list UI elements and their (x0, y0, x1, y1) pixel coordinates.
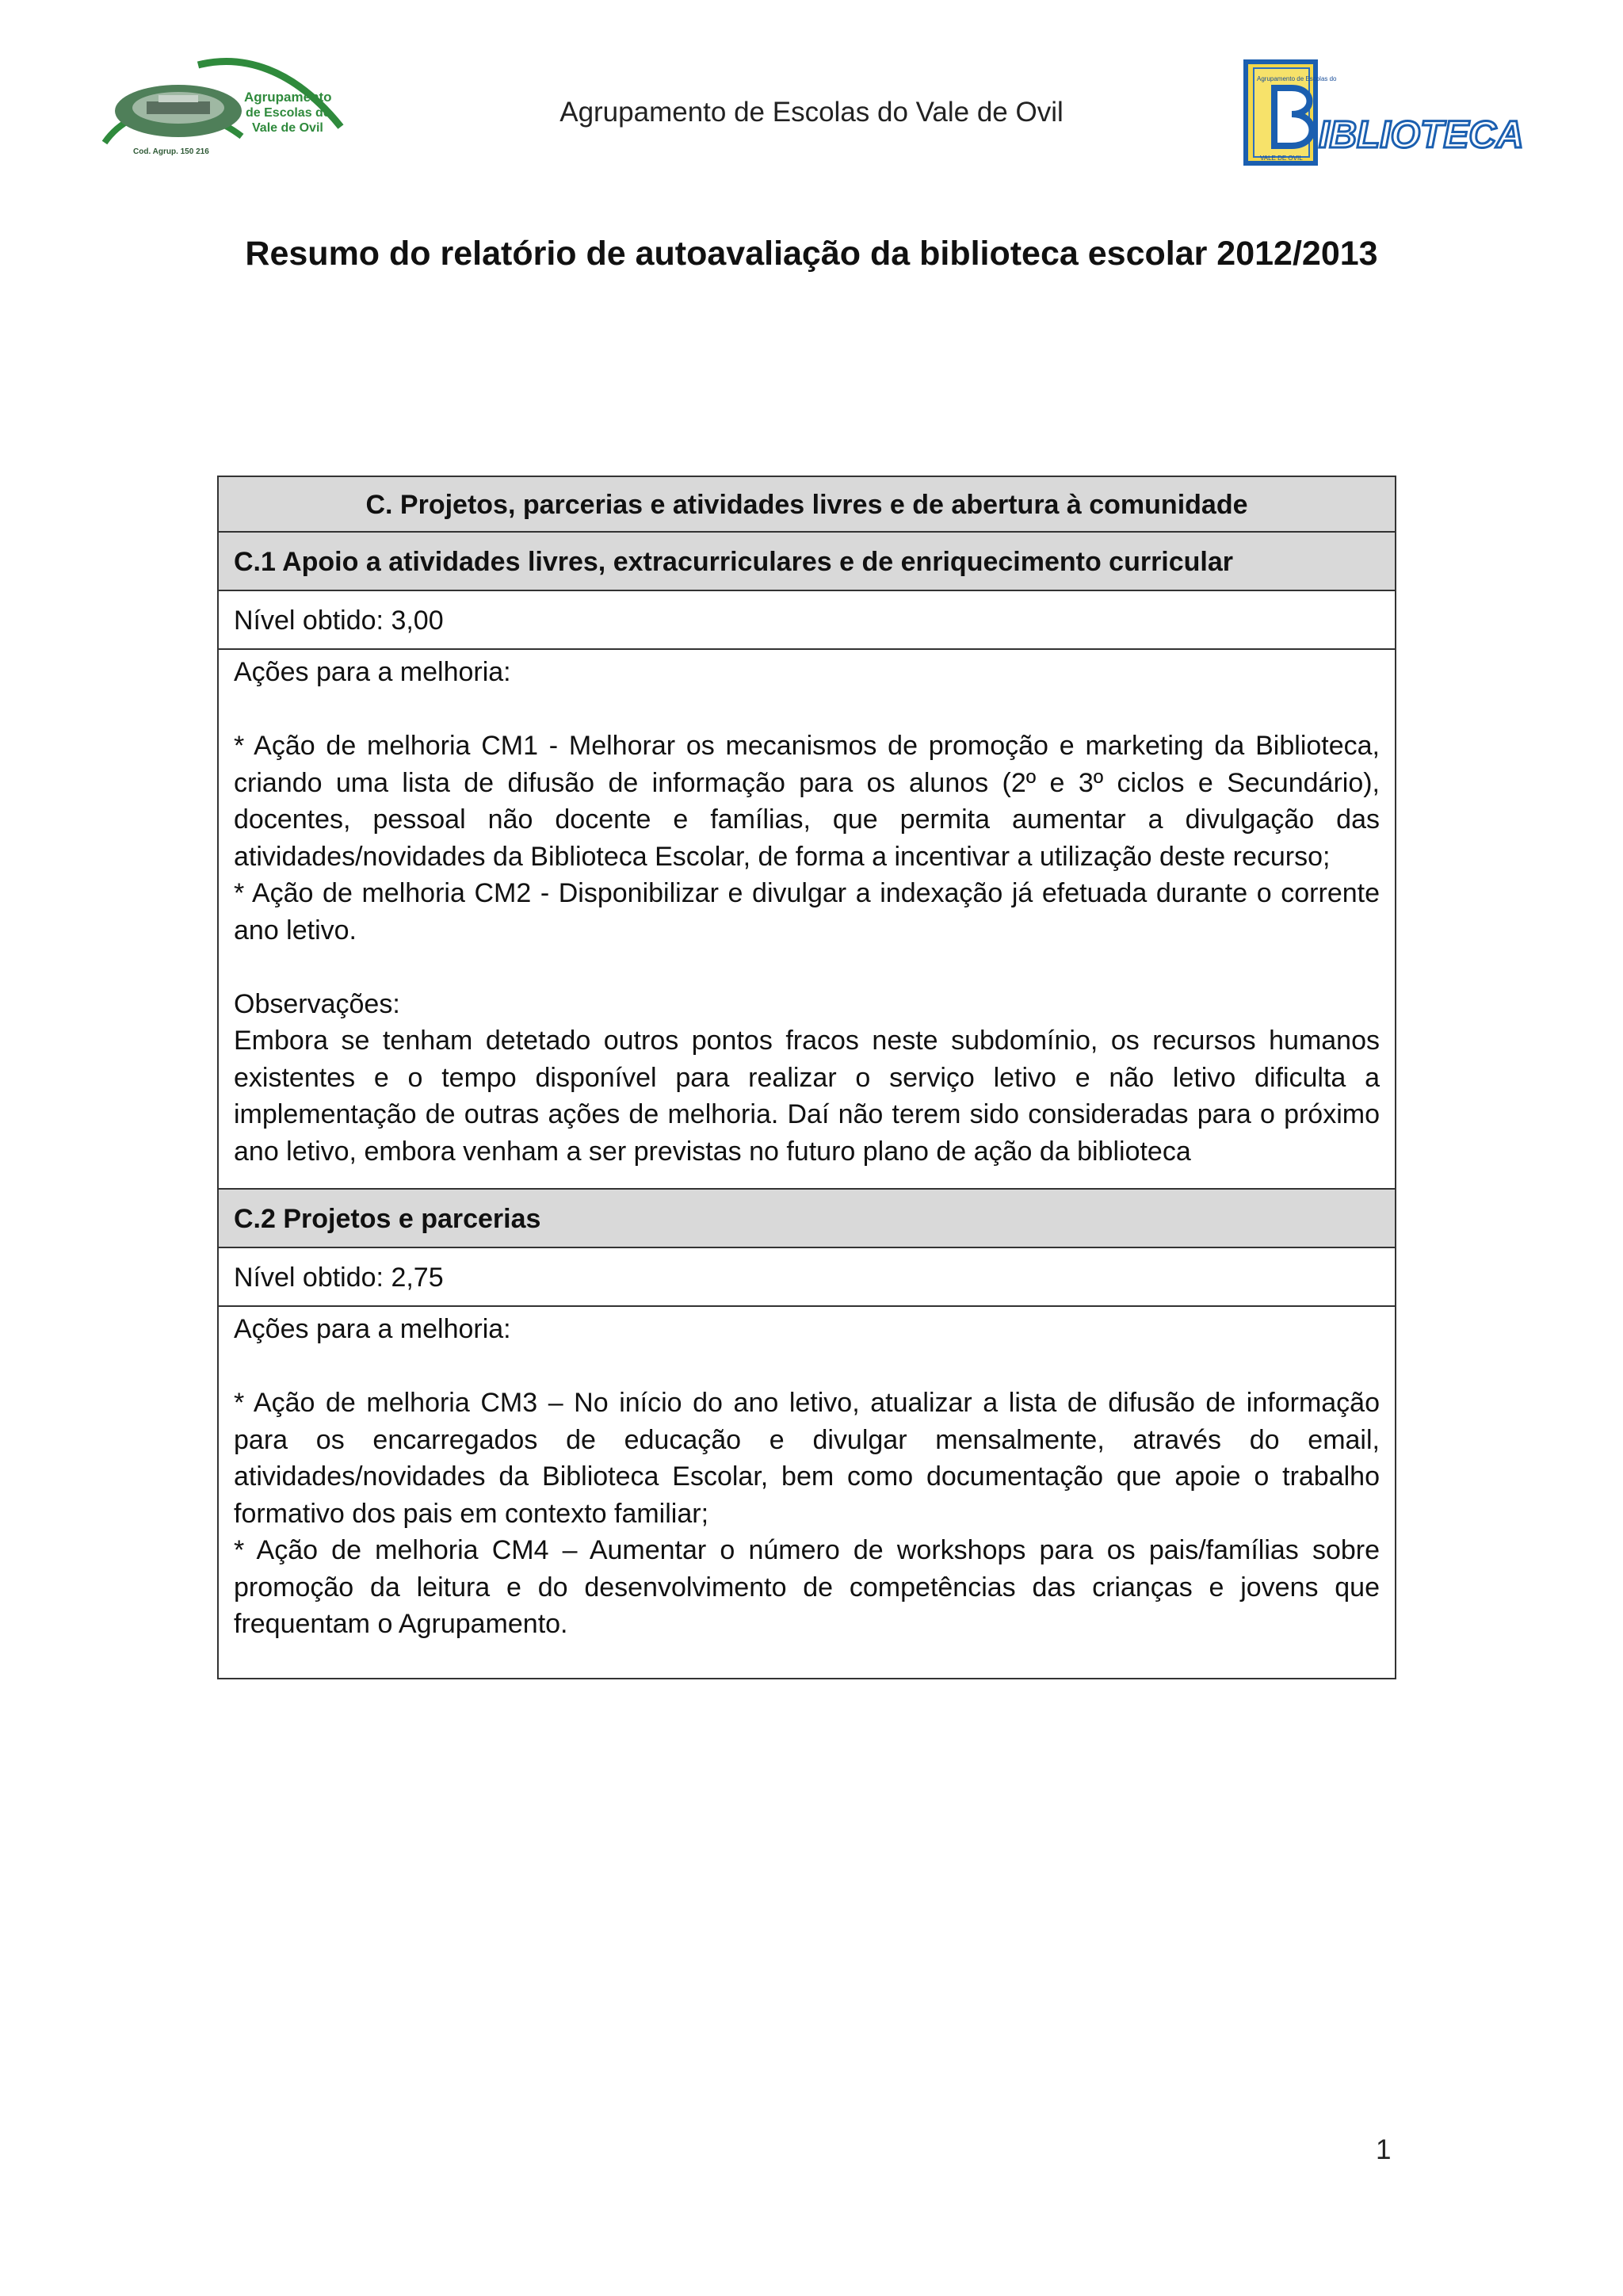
school-logo-line3: Vale de Ovil (252, 121, 323, 135)
school-logo-line1: Agrupamento (244, 90, 332, 105)
document-title: Resumo do relatório de autoavaliação da biblioteca escolar 2012/2013 (245, 235, 1378, 273)
evaluation-table (217, 476, 1396, 1679)
section-c-title: C. Projetos, parcerias e atividades livres e de abertura à comunidade (219, 477, 1395, 533)
c1-observations-label: Observações: (234, 988, 400, 1019)
header-school-name: Agrupamento de Escolas do Vale de Ovil (559, 97, 1064, 128)
c1-observations-text: Embora se tenham detetado outros pontos fracos neste subdomínio, os recursos humanos existentes e o tempo disponível para realizar o serviço letivo e não letivo dificulta a implementação de outras ações de melhoria. Daí não terem sido consideradas para o próximo ano letivo, embora venham a ser previstas no futuro plano de ação da biblioteca (234, 1026, 1380, 1167)
c2-action-cm3: * Ação de melhoria CM3 – No início do ano letivo, atualizar a lista de difusão de informação para os encarregados de educação e divulgar mensalmente, através do email, atividades/novidades da Biblioteca Escolar, bem como documentação que apoie o trabalho formativo dos pais em contexto familiar; (234, 1388, 1380, 1529)
library-logo-icon (1243, 60, 1524, 166)
library-logo-book-text: Agrupamento de Escolas do (1257, 75, 1337, 82)
c2-actions-label: Ações para a melhoria: (234, 1314, 511, 1344)
subsection-c1-title: C.1 Apoio a atividades livres, extracurriculares e de enriquecimento curricular (219, 533, 1395, 591)
subsection-c2-title: C.2 Projetos e parcerias (219, 1190, 1395, 1248)
library-logo-word: IBLIOTECA (1319, 114, 1524, 156)
c1-action-cm1: * Ação de melhoria CM1 - Melhorar os mecanismos de promoção e marketing da Biblioteca, criando uma lista de difusão de informação para os alunos (2º e 3º ciclos e Secundário), docentes, pessoal não docente e famílias, que permita aumentar a divulgação das atividades/novidades da Biblioteca Escolar, de forma a incentivar a utilização deste recurso; (234, 731, 1380, 872)
library-logo-book-bottom: VALE DE OVIL (1260, 155, 1303, 162)
c2-action-cm4: * Ação de melhoria CM4 – Aumentar o número de workshops para os pais/famílias sobre promoção da leitura e do desenvolvimento de competências das crianças e jovens que frequentam o Agrupamento. (234, 1535, 1380, 1639)
page-number: 1 (1376, 2134, 1392, 2165)
c1-level: Nível obtido: 3,00 (219, 591, 1395, 650)
c1-actions-label: Ações para a melhoria: (234, 657, 511, 687)
c2-level: Nível obtido: 2,75 (219, 1248, 1395, 1307)
c2-actions-cell (219, 1307, 1395, 1678)
c1-actions-cell (219, 650, 1395, 1190)
c1-action-cm2: * Ação de melhoria CM2 - Disponibilizar e divulgar a indexação já efetuada durante o corrente ano letivo. (234, 878, 1380, 946)
school-logo-line2: de Escolas de (246, 106, 330, 120)
school-logo-code: Cod. Agrup. 150 216 (133, 147, 209, 156)
